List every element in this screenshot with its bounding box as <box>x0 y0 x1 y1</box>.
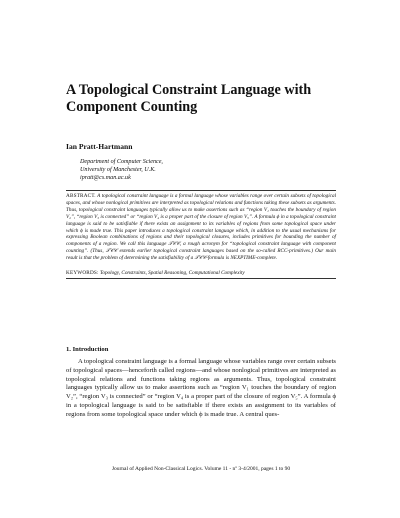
abstract-bottom-rule <box>66 278 336 279</box>
abstract-top-rule <box>66 190 336 191</box>
abstract-label: ABSTRACT. <box>66 193 96 199</box>
affiliation-department: Department of Computer Science, <box>80 159 163 165</box>
keywords-label: KEYWORDS: <box>66 270 99 276</box>
paper-title: A Topological Constraint Language with Component Counting <box>66 82 312 115</box>
author-name: Ian Pratt-Hartmann <box>66 142 133 151</box>
keywords <box>66 270 336 277</box>
author-email: ipratt@cs.man.ac.uk <box>80 175 131 182</box>
introduction-body <box>66 358 336 420</box>
keywords-text: Topology, Constraints, Spatial Reasoning, Computational Complexity <box>99 270 245 276</box>
affiliation-university: University of Manchester, U.K. <box>80 167 156 174</box>
introduction-paragraph: A topological constraint language is a formal language whose variables range over certain subsets of topological spaces—henceforth called regions—and whose nonlogical primitives are interpreted as topological relations and functions taking regions as arguments. Thus, topological constraint languages typically allow us to make assertions such as “region V₁ touches the boundary of region V₂”, “region V₃ is connected” or “region V₄ is a proper part of the closure of region V₅”. A formula ϕ in a topological language is said to be satisfiable if there exists an assignment to its variables of regions from some topological space under which ϕ is made true. A central ques- <box>66 358 336 418</box>
abstract <box>66 193 336 262</box>
abstract-text: A topological constraint language is a formal language whose variables range over certain subsets of topological spaces, and whose nonlogical primitives are interpreted as topological relations and functions taking these subsets as arguments. Thus, topological constraint languages typically allow us to make assertions such as “region V₁ touches the boundary of region V₂”, “region V₃ is connected” or “region V₄ is a proper part of the closure of region V₅”. A formula ϕ in a topological constraint language is said to be satisfiable if there exists an assignment to its variables of regions from some topological space under which ϕ is made true. This paper introduces a topological constraint language which, in addition to the usual mechanisms for expressing Boolean combinations of regions and their topological closures, includes primitives for bounding the number of components of a region. We call this language 𝒯𝒞𝒞, a rough acronym for “topological constraint language with component counting”. (Thus, 𝒯𝒞𝒞 extends earlier topological constraint languages based on the so-called RCC-primitives.) Our main result is that the problem of determining the satisfiability of a 𝒯𝒞𝒞-formula is NEXPTIME-complete. <box>66 193 337 262</box>
section-heading-introduction: 1. Introduction <box>66 346 109 353</box>
author-affiliation <box>80 158 163 183</box>
journal-footer: Journal of Applied Non-Classical Logics. Volume 11 - nº 3-4/2001, pages 1 to 90 <box>111 466 291 472</box>
